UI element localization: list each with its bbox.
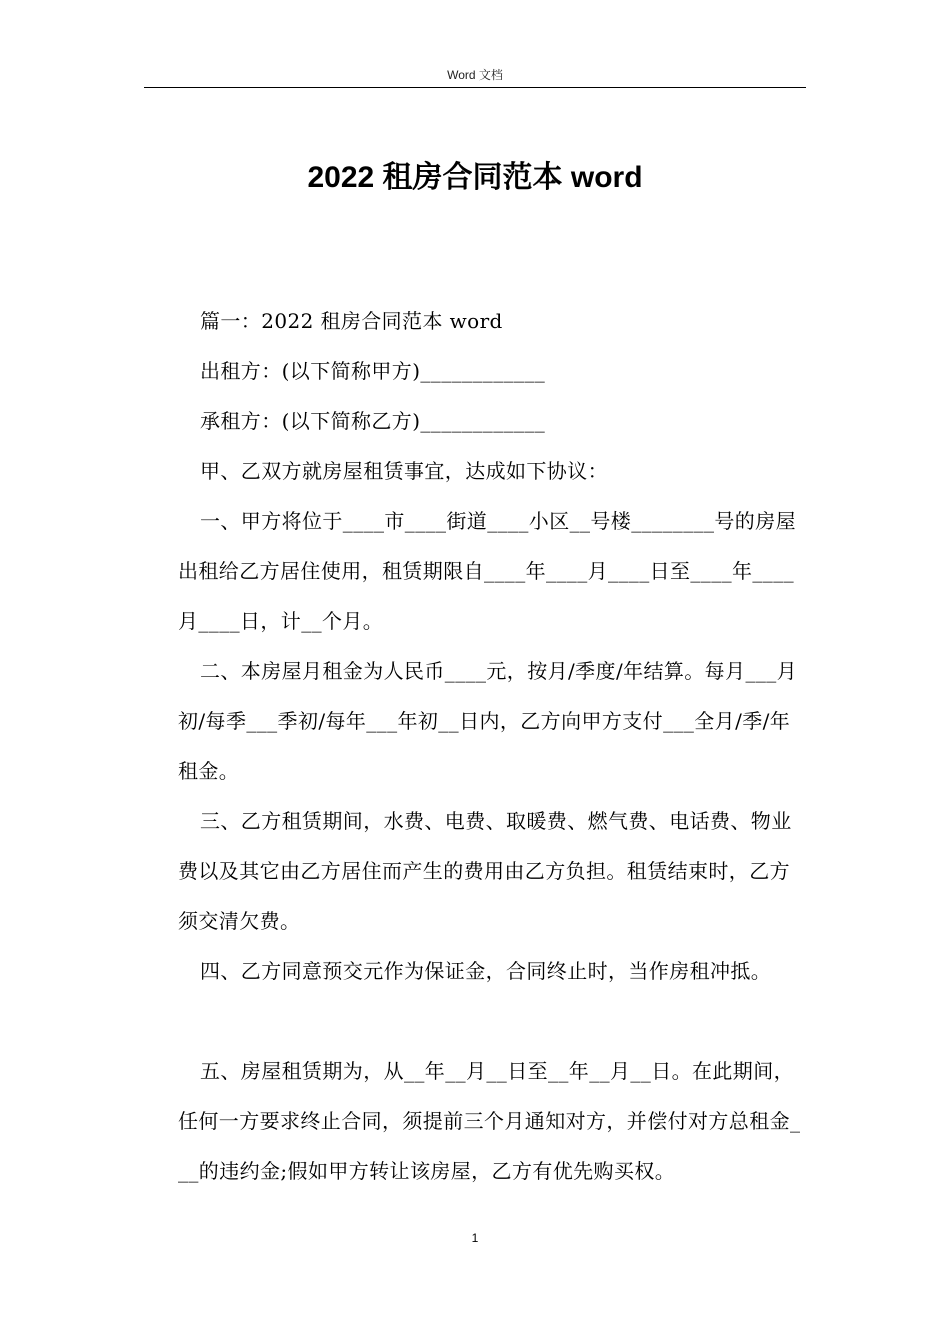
page-number: 1 <box>471 1231 479 1245</box>
document-body <box>178 296 808 1196</box>
section-heading: 篇一：2022 租房合同范本 word <box>200 309 503 333</box>
blank-line <box>178 996 808 1046</box>
clause-1: 一、甲方将位于____市____街道____小区__号楼________号的房屋出租给乙方居住使用，租赁期限自____年____月____日至____年____月____日，计__个月。 <box>178 509 796 633</box>
page-header: Word 文档 <box>447 68 503 82</box>
clause-3: 三、乙方租赁期间，水费、电费、取暖费、燃气费、电话费、物业费以及其它由乙方居住而产生的费用由乙方负担。租赁结束时，乙方须交清欠费。 <box>178 809 792 933</box>
clause-5: 五、房屋租赁期为，从__年__月__日至__年__月__日。在此期间，任何一方要求终止合同，须提前三个月通知对方，并偿付对方总租金___的违约金;假如甲方转让该房屋，乙方有优先购买权。 <box>178 1059 801 1183</box>
header-rule <box>144 87 806 88</box>
clause-4: 四、乙方同意预交元作为保证金，合同终止时，当作房租冲抵。 <box>200 959 772 983</box>
clause-2: 二、本房屋月租金为人民币____元，按月/季度/年结算。每月___月初/每季___季初/每年___年初__日内，乙方向甲方支付___全月/季/年租金。 <box>178 659 798 783</box>
document-title: 2022 租房合同范本 word <box>307 161 643 194</box>
lessor-line: 出租方：(以下简称甲方)____________ <box>200 359 546 383</box>
lessee-line: 承租方：(以下简称乙方)____________ <box>200 409 546 433</box>
agreement-intro: 甲、乙双方就房屋租赁事宜，达成如下协议： <box>200 459 608 483</box>
